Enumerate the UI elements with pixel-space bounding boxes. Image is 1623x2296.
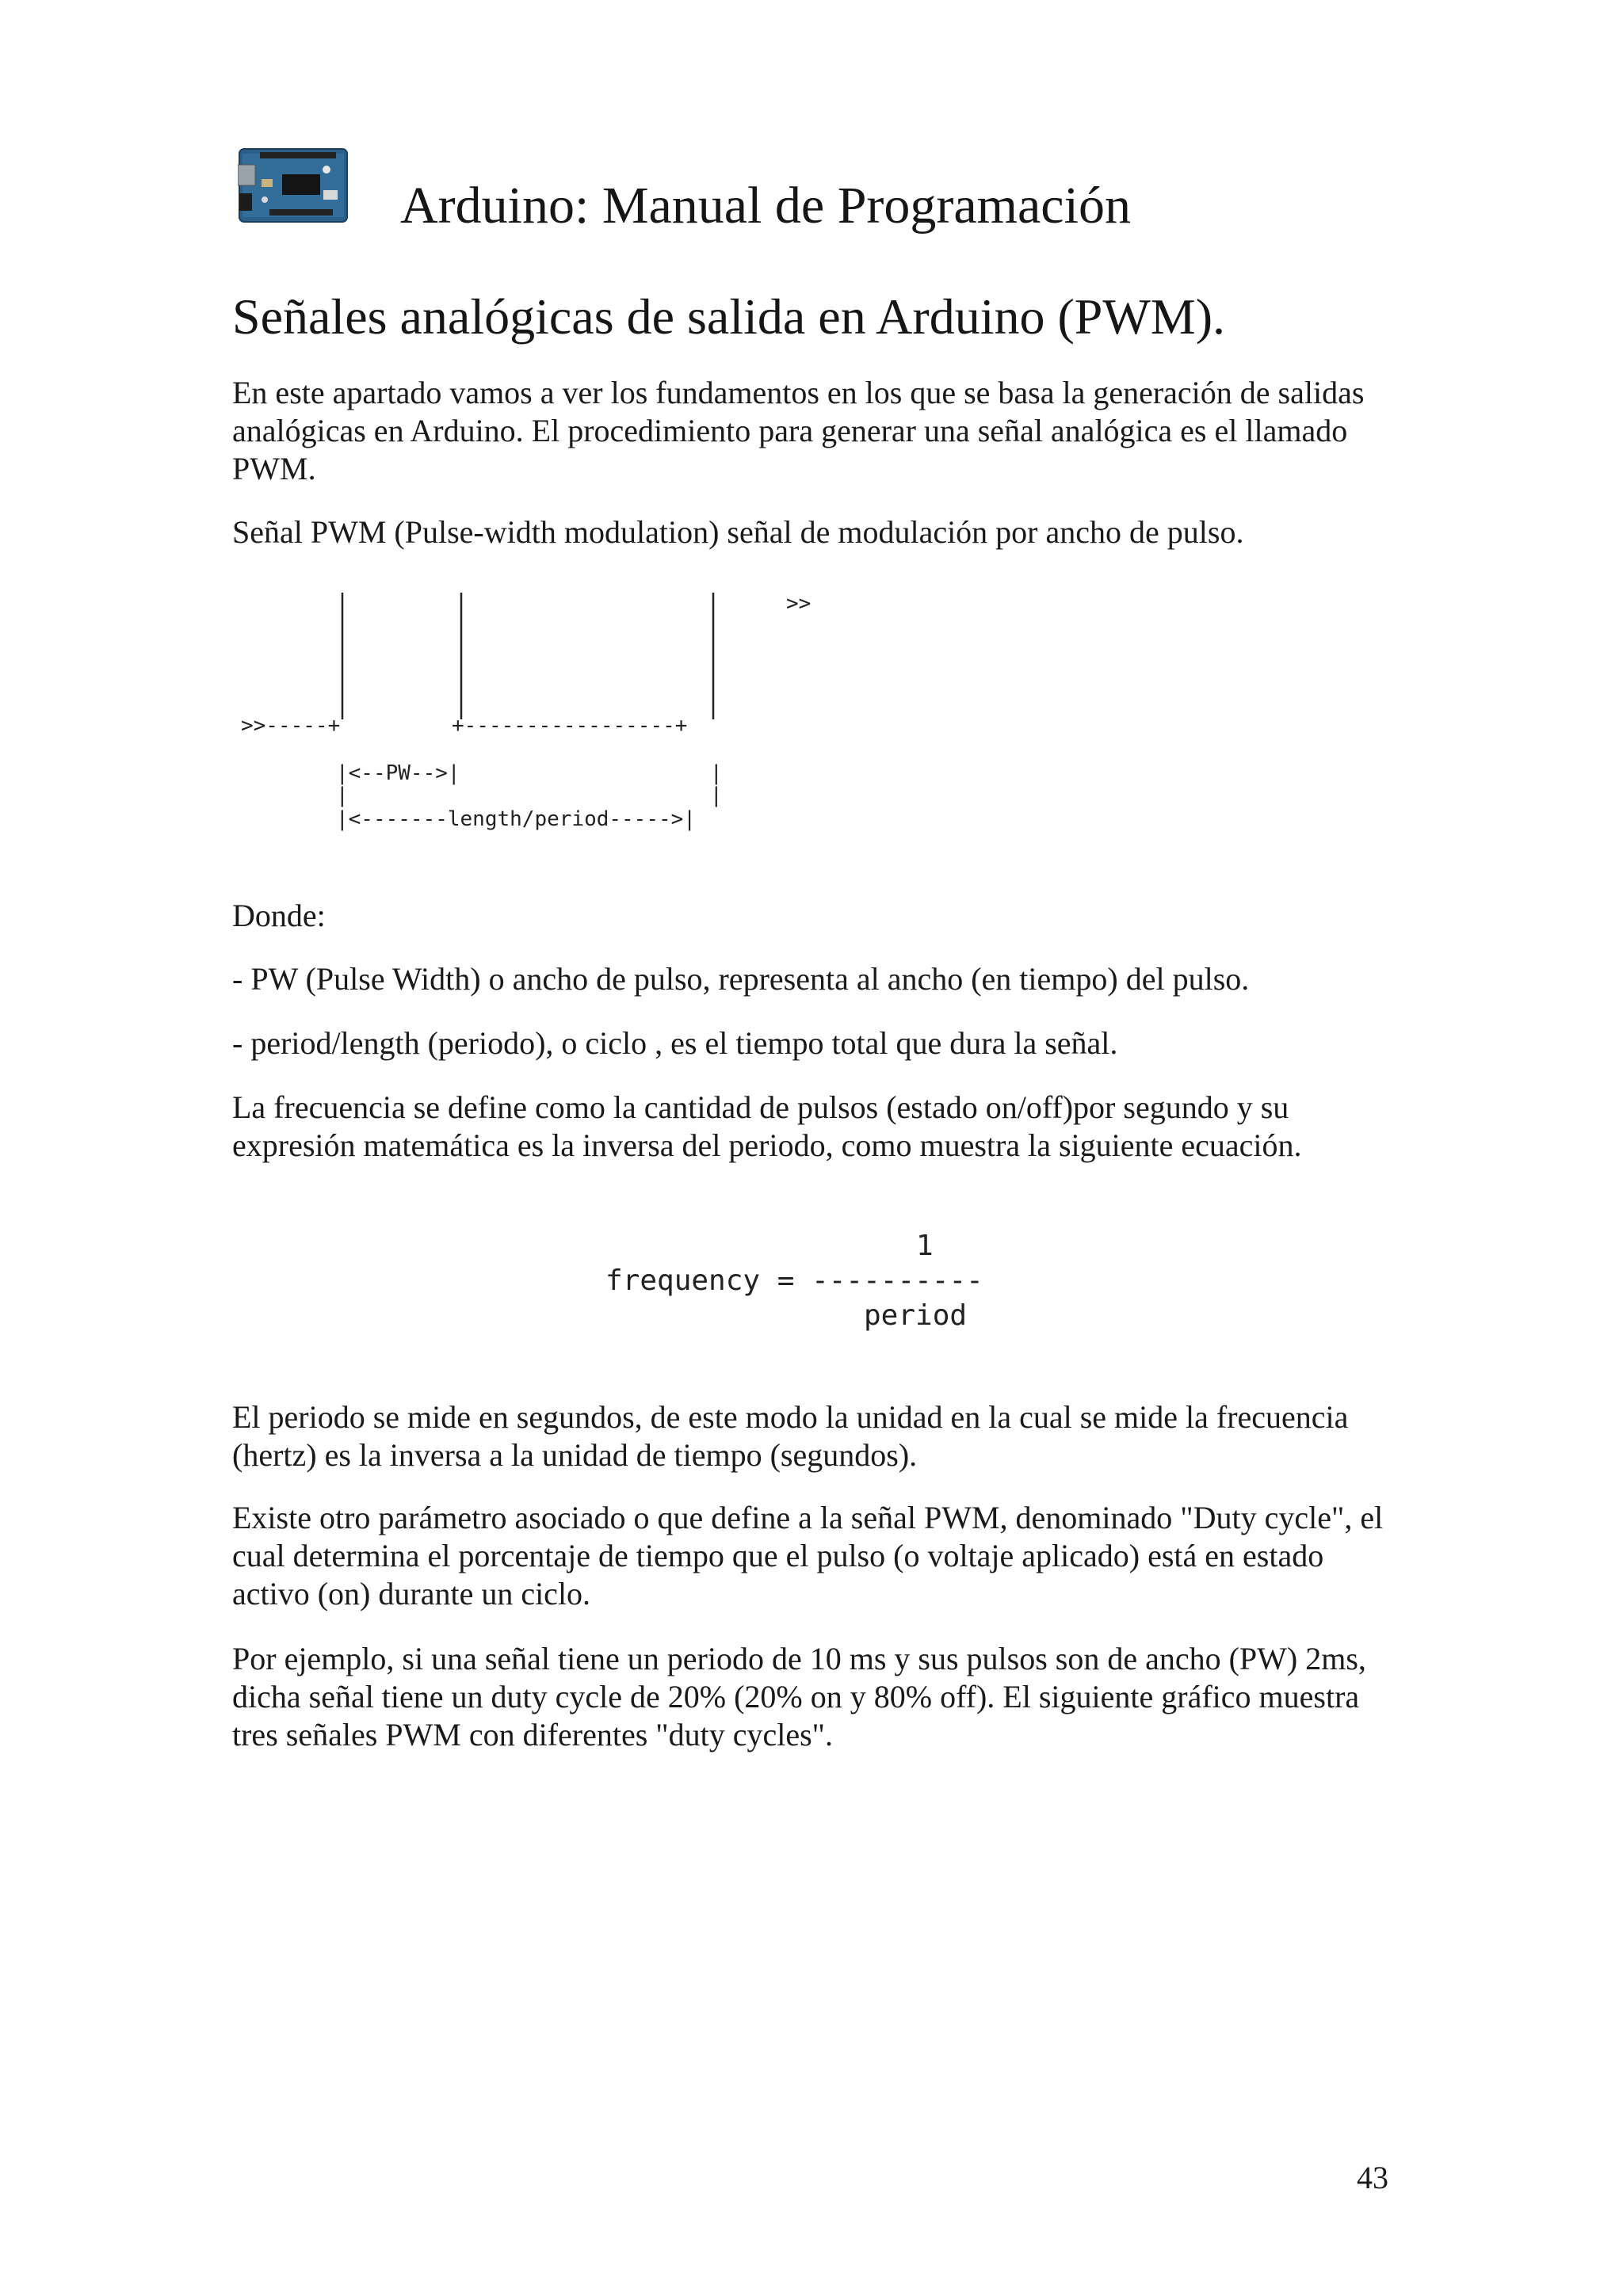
formula-lhs: frequency = ---------- bbox=[605, 1264, 983, 1297]
pwm-definition-paragraph: Señal PWM (Pulse-width modulation) señal de modulación por ancho de pulso. bbox=[232, 514, 1244, 550]
manual-title: Arduino: Manual de Programación bbox=[400, 177, 1131, 235]
hertz-paragraph: El periodo se mide en segundos, de este modo la unidad en la cual se mide la frecuencia (hertz) es la inversa a la unidad de tiempo (segundos). bbox=[232, 1399, 1349, 1473]
section-title: Señales analógicas de salida en Arduino (PWM). bbox=[232, 288, 1225, 345]
pw-label: |<--PW-->| bbox=[336, 761, 460, 785]
arrow-right-label: >> bbox=[786, 592, 812, 616]
baseline-left: >>-----+ bbox=[241, 714, 341, 738]
pw-paragraph: - PW (Pulse Width) o ancho de pulso, representa al ancho (en tiempo) del pulso. bbox=[232, 961, 1250, 997]
formula-denominator: period bbox=[864, 1299, 968, 1332]
formula-numerator: 1 bbox=[916, 1230, 934, 1262]
pwm-pulse-diagram bbox=[238, 585, 840, 838]
example-paragraph: Por ejemplo, si una señal tiene un periodo de 10 ms y sus pulsos son de ancho (PW) 2ms, dicha señal tiene un duty cycle de 20% (20% on y 80% off). El siguiente gráfico muestra tres señales PWM con diferentes "duty cycles". bbox=[232, 1641, 1366, 1753]
left-bar: | bbox=[336, 784, 349, 807]
frequency-paragraph: La frecuencia se define como la cantidad de pulsos (estado on/off)por segundo y su expresión matemática es la inversa del periodo, como muestra la siguiente ecuación. bbox=[232, 1089, 1302, 1163]
intro-paragraph: En este apartado vamos a ver los fundamentos en los que se basa la generación de salidas analógicas en Arduino. El procedimiento para generar una señal analógica es el llamado PWM. bbox=[232, 375, 1365, 486]
duty-cycle-paragraph: Existe otro parámetro asociado o que define a la señal PWM, denominado "Duty cycle", el cual determina el porcentaje de tiempo que el pulso (o voltaje aplicado) está en estado activo (on) durante un ciclo. bbox=[232, 1500, 1384, 1611]
frequency-formula bbox=[602, 1226, 1030, 1337]
baseline-middle: +-----------------+ bbox=[452, 714, 688, 738]
page-number: 43 bbox=[1357, 2160, 1388, 2195]
pw-right-bar: | bbox=[710, 761, 723, 785]
arduino-board-icon bbox=[238, 143, 349, 226]
length-period-label: |<-------length/period----->| bbox=[336, 807, 696, 831]
donde-paragraph: Donde: bbox=[232, 898, 326, 933]
period-paragraph: - period/length (periodo), o ciclo , es el tiempo total que dura la señal. bbox=[232, 1025, 1118, 1061]
right-bar: | bbox=[710, 784, 723, 807]
